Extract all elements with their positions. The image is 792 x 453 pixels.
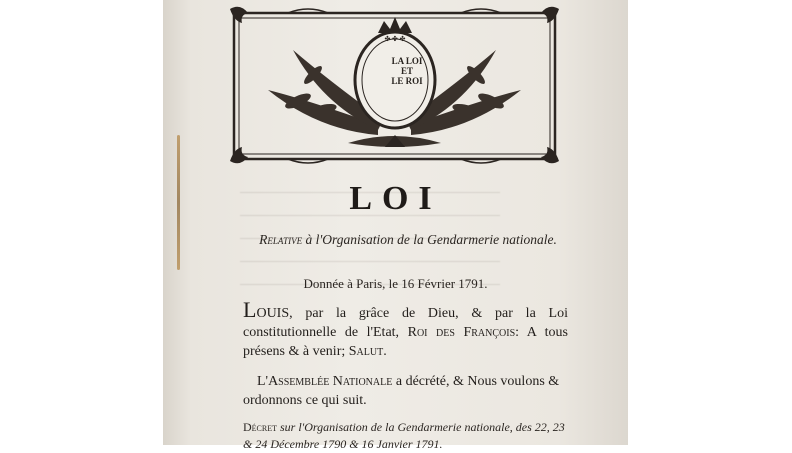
preamble-text-2: : A tous présens & à venir;: [243, 325, 569, 359]
assembly-name: L'Assemblée Nationale: [257, 374, 393, 389]
king-title: Roi des François: [407, 325, 516, 340]
salutation: Salut.: [348, 344, 387, 359]
subtitle-rest: à l'Organisation de la Gendarmerie nationale.: [305, 232, 557, 247]
assembly-decree-line: [243, 372, 568, 410]
preamble-text-1: , par la grâce de Dieu, & par la Loi constitutionnelle de l'Etat,: [243, 306, 568, 340]
seal-line-2: ET: [400, 66, 413, 76]
svg-text:✤ ✤ ✤: ✤ ✤ ✤: [384, 35, 406, 43]
seal-inscription: [376, 56, 438, 86]
subtitle-lead: Relative: [259, 232, 303, 247]
decree-text: sur l'Organisation de la Gendarmerie nationale, des 22, 23 & 24 Décembre 1790 & 16 Janvier 1791.: [243, 420, 565, 451]
date-line: Donnée à Paris, le 16 Février 1791.: [303, 276, 488, 291]
seal-line-3: LE ROI: [391, 76, 423, 86]
decree-lead: Décret: [243, 420, 277, 434]
drop-capital: L: [243, 297, 257, 322]
assembly-text: a décrété, & Nous voulons & ordonnons ce qui suit.: [243, 374, 560, 408]
seal-line-1: LA LOI: [391, 56, 423, 66]
royal-preamble: [243, 297, 569, 361]
document-title: LOI: [349, 180, 442, 217]
document-subtitle: [243, 230, 573, 249]
king-name: OUIS: [256, 306, 290, 321]
decree-heading: [243, 419, 573, 453]
